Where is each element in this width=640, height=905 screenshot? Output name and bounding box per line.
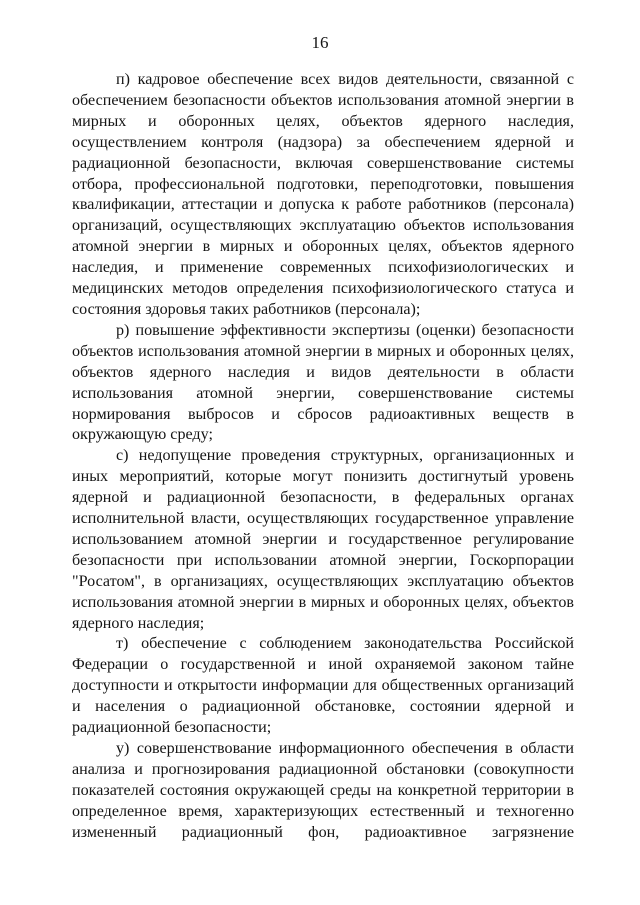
paragraph-u: у) совершенствование информационного обеспечения в области анализа и прогнозирования радиационной обстановки (совокупности показателей состояния окружающей среды на конкретной территории в определенное время, характеризующих естественный и техногенно измененный радиационный фон, радиоактивное загрязнение bbox=[72, 740, 574, 841]
paragraph-r: р) повышение эффективности экспертизы (оценки) безопасности объектов использования атомной энергии в мирных и оборонных целях, объектов ядерного наследия и видов деятельности в области использования атомной энергии, совершенствование системы нормирования выбросов и сбросов радиоактивных веществ в окружающую среду; bbox=[72, 321, 574, 444]
paragraph-p: п) кадровое обеспечение всех видов деятельности, связанной с обеспечением безопасности объектов использования атомной энергии в мирных и оборонных целях, объектов ядерного наследия, осуществлением контроля (надзора) за обеспечением ядерной и радиационной безопасности, включая совершенствование системы отбора, профессиональной подготовки, переподготовки, повышения квалификации, аттестации и допуска к работе работников (персонала) организаций, осуществляющих эксплуатацию объектов использования атомной энергии в мирных и оборонных целях, объектов ядерного наследия, и применение современных психофизиологических и медицинских методов определения психофизиологического статуса и состояния здоровья таких работников (персонала); bbox=[72, 71, 574, 318]
paragraph-s: с) недопущение проведения структурных, организационных и иных мероприятий, которые могут понизить достигнутый уровень ядерной и радиационной безопасности, в федеральных органах исполнительной власти, осуществляющих государственное управление использованием атомной энергии и государственное регулирование безопасности при использовании атомной энергии, Госкорпорации "Росатом", в организациях, осуществляющих эксплуатацию объектов использования атомной энергии в мирных и оборонных целях, объектов ядерного наследия; bbox=[72, 447, 574, 632]
page-number: 16 bbox=[311, 33, 329, 52]
document-body bbox=[72, 70, 574, 844]
paragraph-t: т) обеспечение с соблюдением законодательства Российской Федерации о государственной и иной охраняемой законом тайне доступности и открытости информации для общественных организаций и населения о радиационной обстановке, состоянии ядерной и радиационной безопасности; bbox=[72, 635, 574, 737]
